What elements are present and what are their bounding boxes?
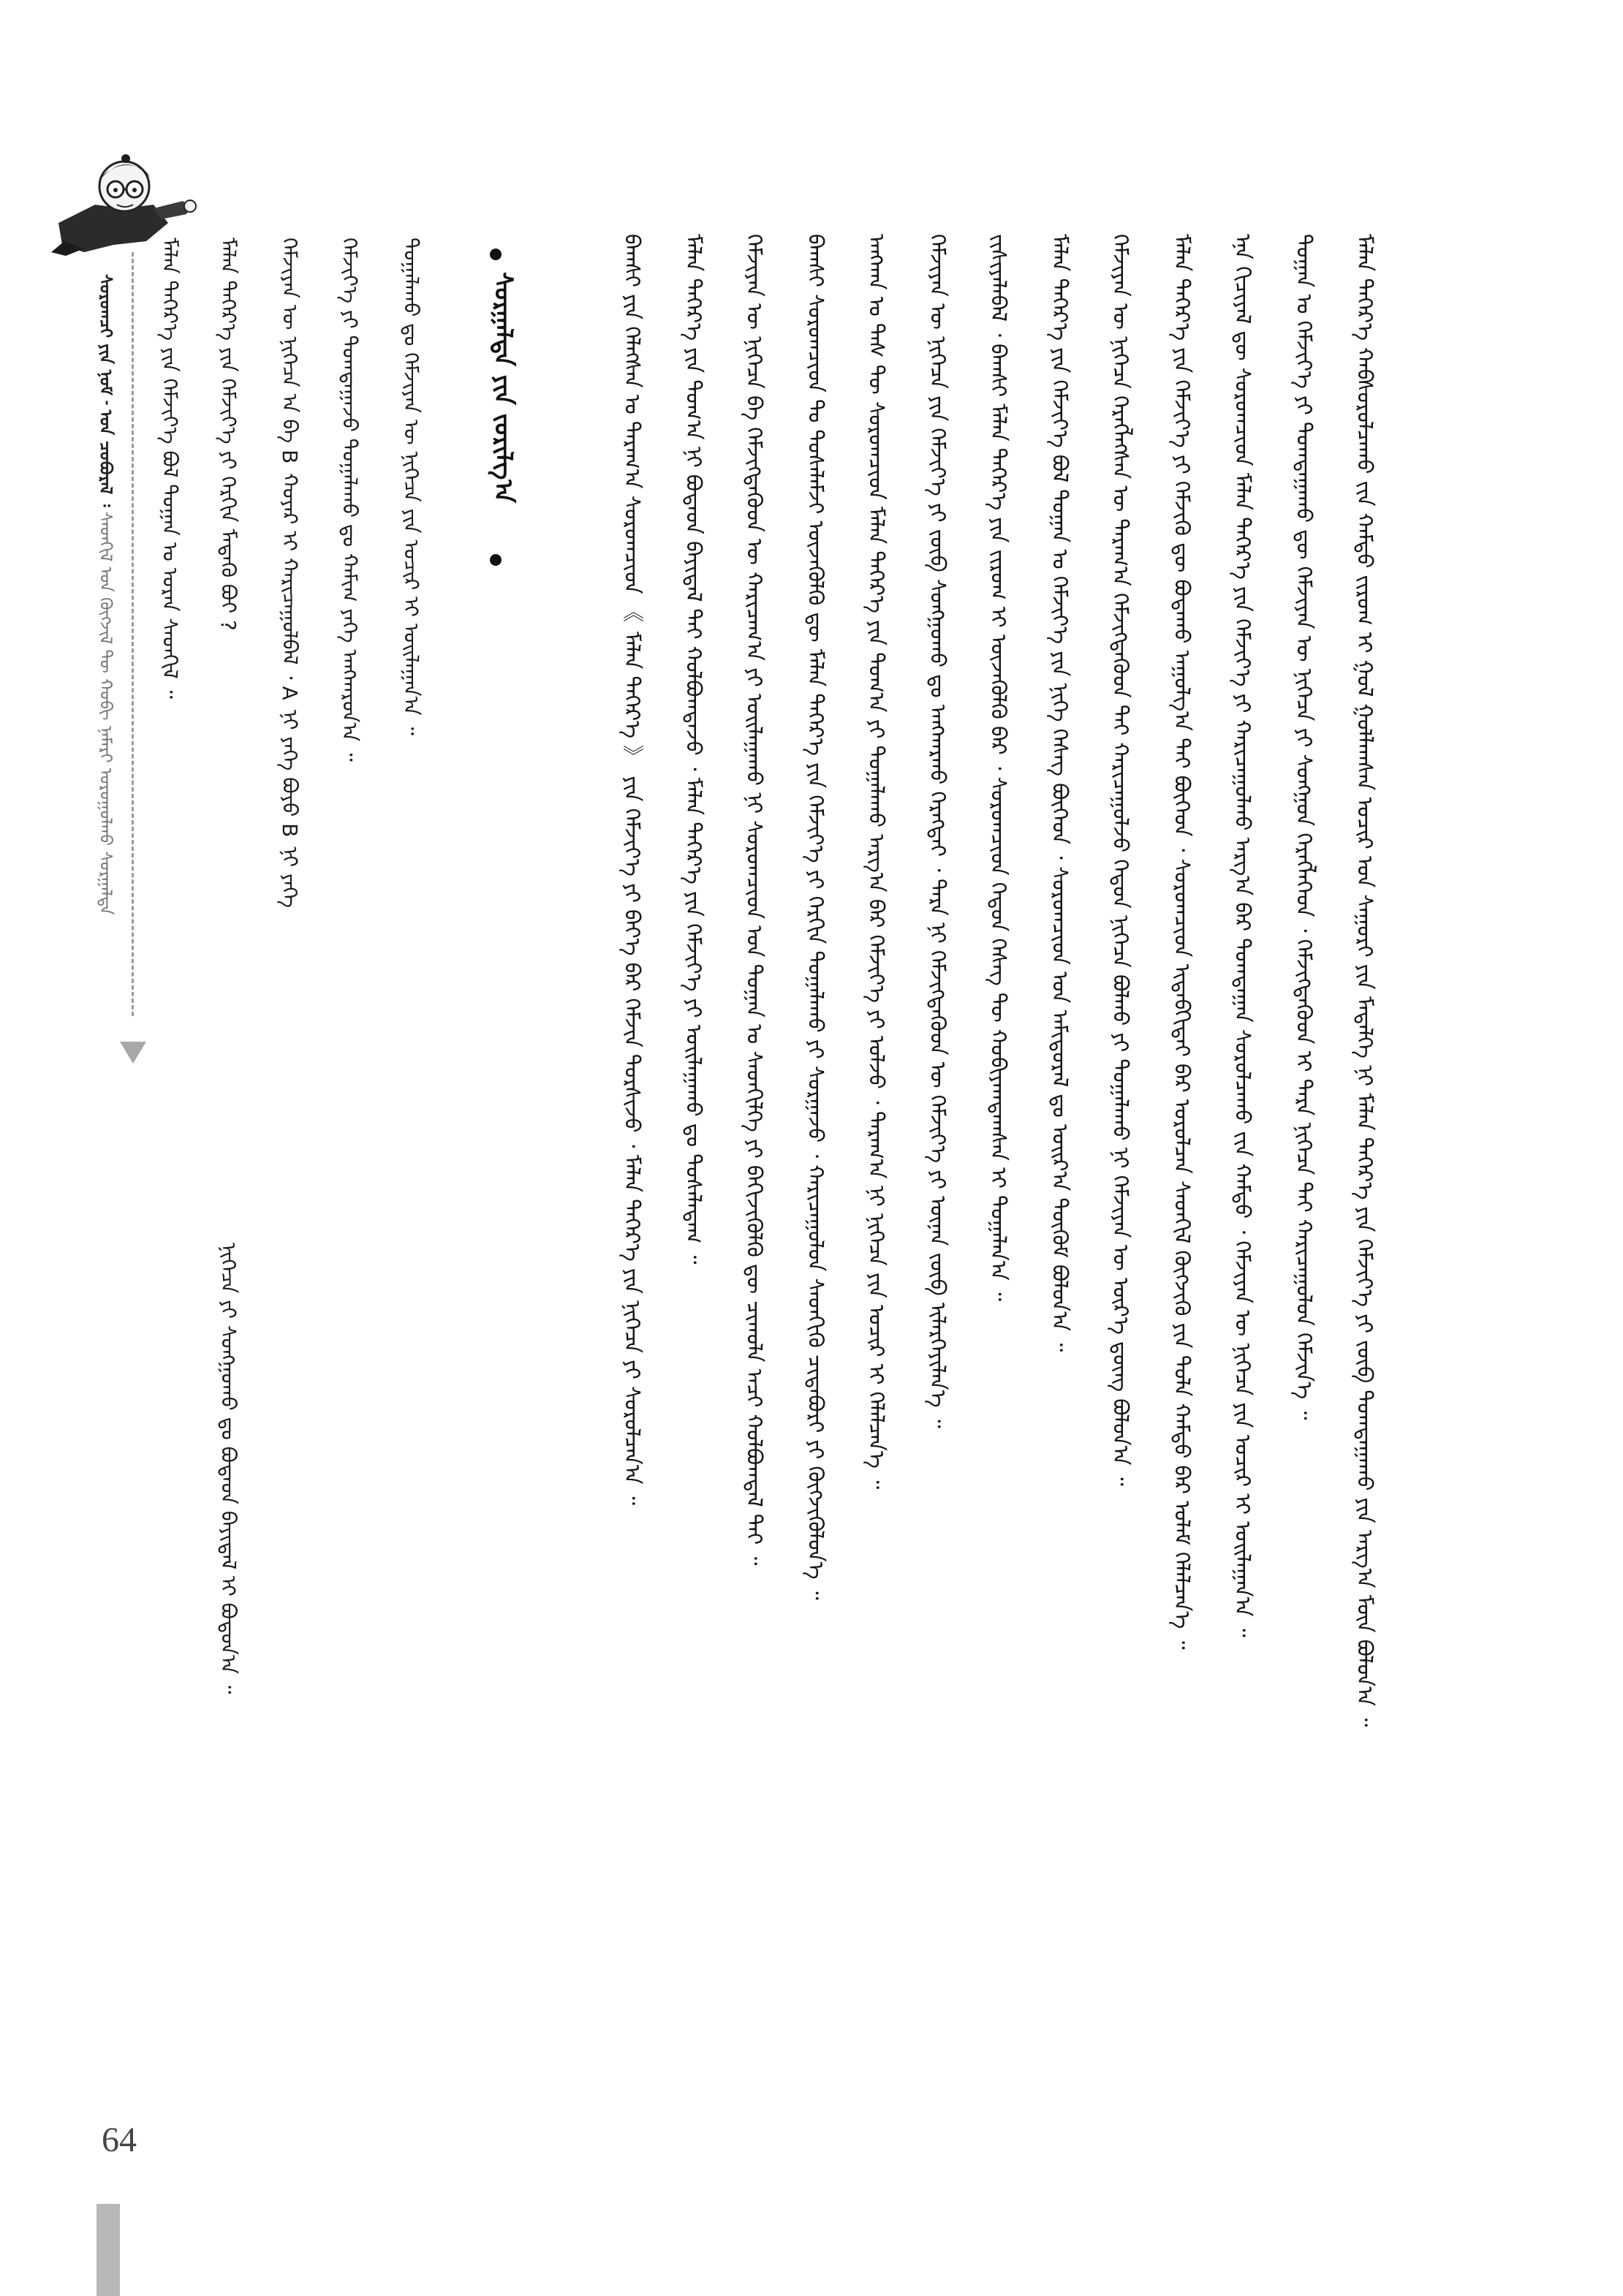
heading-bullet-icon <box>490 554 502 566</box>
body-column-line: ᠬᠡᠮᠵᠢᠶᠡᠨ ᠦ ᠨᠢᠭᠡᠴᠡ ᠬᠡᠷᠡᠭᠯᠡᠭᠰᠡᠨ ᠦ ᠳᠠᠷᠠᠭ᠎ᠠ ᠬᠡᠮᠵᠢᠭᠳᠡᠬᠦᠦᠨ ᠲᠡᠢ ᠬᠠᠷᠢᠴᠠᠭᠤᠯᠵᠤ ᠬᠡᠳᠦᠨ ᠨᠢᠭᠡᠴᠡ ᠪᠣᠯᠬᠤ ᠶᠢ ᠲᠣᠭᠠᠯᠠᠬᠤ ᠨᠢ ᠬᠡᠮᠵᠢᠶᠡᠨ ᠦ ᠦᠷ᠎ᠡ ᠳ᠋ᠦᠩ ᠪᠣᠯᠤᠨ᠎ᠠ ᠃ <box>1108 234 1133 1486</box>
running-header-title: ᠰᠤᠷᠤᠭᠴᠢ ᠶᠢᠨ ᠨᠣᠮ ᠊ ᠤᠨ ᠴᠤᠪᠤᠷᠠᠯ ᠄ <box>96 274 115 507</box>
body-column-line: ᠮᠠᠯᠠᠨ ᠳᠡᠭᠡᠷ᠎ᠡ ᠬᠠᠪᠰᠤᠷᠤᠯᠴᠠᠬᠤ ᠵᠢᠨ ᠬᠠᠮᠲᠤ ᠵᠢᠷᠤᠭ ᠢ ᠭᠣᠯ ᠭᠣᠯᠯᠠᠭᠰᠠᠨ ᠤᠴᠢᠷ ᠤᠨ ᠰᠠᠭᠤᠷᠢ ᠶᠢᠨ ᠮᠡᠳᠡᠯᠭᠡ ᠨᠢ ᠮᠠᠯᠠᠨ ᠳᠡᠭᠡᠷ᠎ᠡ ᠶᠢᠨ ᠬᠡᠮᠵᠢᠶ᠎ᠡ ᠶᠢ ᠵᠦᠪ ᠲᠣᠭᠲᠠᠭᠠᠬᠤ ᠶᠢᠨ ᠠᠷᠭ᠎ᠠ ᠮᠦᠨ ᠪᠣᠯᠤᠨ᠎ᠠ ᠃ <box>1352 234 1377 1727</box>
body-column-line: ᠬᠡᠮᠵᠢᠶᠡᠨ ᠦ ᠨᠢᠭᠡᠴᠡ ᠪᠠ ᠬᠡᠮᠵᠢᠭᠳᠡᠬᠦᠦᠨ ᠦ ᠬᠠᠷᠢᠴᠠᠭ᠎ᠠ ᠶᠢ ᠣᠢᠯᠠᠭᠠᠬᠤ ᠨᠢ ᠰᠤᠷᠤᠭᠴᠢᠳ ᠤᠨ ᠲᠣᠭᠠᠨ ᠤ ᠰᠡᠳᠬᠢᠯᠭᠡ ᠶᠢ ᠪᠡᠬᠢᠵᠢᠭᠦᠯᠬᠦ ᠳᠦ ᠴᠢᠬᠤᠯᠠ ᠠᠴᠢ ᠬᠣᠯᠪᠣᠭᠳᠠᠯ ᠲᠠᠢ ᠃ <box>742 234 767 1566</box>
header-arrow-icon <box>120 1042 146 1064</box>
body-column-line: ᠵᠢᠱᠢᠶᠡᠯᠡᠪᠡᠯ ᠂ ᠪᠠᠭᠰᠢ ᠮᠠᠯᠠᠨ ᠳᠡᠭᠡᠷ᠎ᠡ ᠶᠢᠨ ᠵᠢᠷᠤᠭ ᠢ ᠦᠵᠡᠭᠦᠯᠬᠦ ᠪᠡᠷ ᠂ ᠰᠤᠷᠤᠭᠴᠢᠳ ᠬᠡᠳᠦᠨ ᠬᠡᠰᠡᠭ ᠲᠦ ᠬᠤᠪᠢᠶᠠᠭᠳᠠᠭᠰᠠᠨ ᠢ ᠲᠣᠭᠠᠯᠠᠨ᠎ᠠ ᠃ <box>986 234 1011 1301</box>
poem-line: ᠮᠠᠯᠠᠨ ᠳᠡᠭᠡᠷ᠎ᠡ ᠶᠢᠨ ᠬᠡᠮᠵᠢᠶ᠎ᠡ ᠪᠣᠯ ᠲᠣᠭᠠᠨ ᠤ ᠤᠷᠠᠨ ᠰᠡᠳᠬᠢᠯ ᠃ <box>158 238 182 699</box>
header-dashed-rule <box>132 252 134 1016</box>
page-number: 64 <box>102 2121 137 2159</box>
poem-line: ᠲᠣᠭᠠᠯᠠᠬᠤ ᠳᠤ ᠬᠡᠮᠵᠢᠶᠡᠨ ᠦ ᠨᠢᠭᠡᠴᠡ ᠶᠢᠨ ᠤᠴᠢᠷ ᠢ ᠣᠢᠯᠠᠭᠠᠨ᠎ᠠ ᠃ <box>399 238 423 736</box>
body-column-line: ᠪᠠᠭᠰᠢ ᠰᠤᠷᠤᠭᠴᠢᠳ ᠲᠤ ᠳᠤᠰᠠᠯᠠᠮᠵᠢ ᠦᠵᠡᠭᠦᠯᠬᠦ ᠳᠦ ᠮᠠᠯᠠᠨ ᠳᠡᠭᠡᠷ᠎ᠡ ᠶᠢᠨ ᠬᠡᠮᠵᠢᠶ᠎ᠡ ᠶᠢ ᠬᠡᠷᠬᠢᠨ ᠲᠣᠭᠠᠯᠠᠬᠤ ᠶᠢ ᠰᠤᠷᠭᠠᠵᠤ ᠂ ᠬᠠᠷᠢᠴᠠᠭᠤᠯᠤᠨ ᠰᠡᠳᠬᠢᠬᠦ ᠴᠢᠳᠠᠪᠤᠷᠢ ᠶᠢ ᠬᠥᠭᠵᠢᠭᠦᠯᠦᠨ᠎ᠡ ᠃ <box>803 234 828 1600</box>
body-column-line: ᠠᠩᠬᠠᠨ ᠤ ᠳᠡᠰ ᠲᠦ ᠰᠤᠷᠤᠭᠴᠢᠳ ᠮᠠᠯᠠᠨ ᠳᠡᠭᠡᠷ᠎ᠡ ᠶᠢᠨ ᠲᠣᠭ᠎ᠠ ᠶᠢ ᠲᠣᠭᠠᠯᠠᠬᠤ ᠠᠷᠭ᠎ᠠ ᠪᠠᠷ ᠬᠡᠮᠵᠢᠶ᠎ᠡ ᠶᠢ ᠣᠯᠵᠤ ᠂ ᠳᠠᠷᠠᠭ᠎ᠠ ᠨᠢ ᠨᠢᠭᠡᠴᠡ ᠶᠢᠨ ᠤᠴᠢᠷ ᠢ ᠬᠡᠯᠡᠯᠴᠡᠨ᠎ᠡ ᠃ <box>864 234 889 1490</box>
body-column-line: ᠮᠠᠯᠠᠨ ᠳᠡᠭᠡᠷ᠎ᠡ ᠶᠢᠨ ᠲᠣᠭ᠎ᠠ ᠨᠢ ᠪᠣᠳᠠᠳ ᠪᠠᠶᠢᠳᠠᠯ ᠲᠠᠢ ᠬᠣᠯᠪᠣᠭᠳᠠᠵᠤ ᠂ ᠮᠠᠯᠠᠨ ᠳᠡᠭᠡᠷ᠎ᠡ ᠶᠢᠨ ᠬᠡᠮᠵᠢᠶ᠎ᠡ ᠶᠢ ᠣᠢᠯᠠᠭᠠᠬᠤ ᠳᠤ ᠲᠤᠰᠠᠯᠠᠳᠠᠭ ᠃ <box>681 234 706 1265</box>
poem-line: ᠬᠡᠮᠵᠢᠶᠡᠨ ᠦ ᠨᠢᠭᠡᠴᠡ ᠠ ᠪᠠ B ᠬᠣᠶᠠᠷ ᠢ ᠬᠠᠷᠢᠴᠠᠭᠤᠯᠪᠠᠯ ᠂ A ᠨᠢ ᠶᠡᠬᠡ ᠪᠤᠶᠤ B ᠨᠢ ᠶᠡᠬᠡ <box>278 238 302 908</box>
running-header-subtitle: ᠰᠡᠳᠬᠢᠯ ᠤᠨ ᠬᠥᠭᠵᠢᠯ ᠲᠦ ᠬᠤᠪᠢ ᠨᠡᠮᠡᠷᠢ ᠣᠷᠣᠭᠤᠯᠬᠤ ᠰᠤᠷᠭᠠᠯᠲᠠ <box>96 512 115 915</box>
section-heading: ᠰᠤᠷᠭᠠᠯᠲᠠ ᠶᠢᠨ ᠵᠣᠷᠢᠯᠭ᠎ᠠ <box>488 272 518 503</box>
poem-line: ᠮᠠᠯᠠᠨ ᠳᠡᠭᠡᠷ᠎ᠡ ᠶᠢᠨ ᠬᠡᠮᠵᠢᠶ᠎ᠡ ᠶᠢ ᠬᠡᠷᠬᠢᠨ ᠮᠡᠳᠡᠬᠦ ᠪᠤᠢ ? <box>216 238 241 631</box>
body-column-line: ᠲᠣᠭᠠᠨ ᠤ ᠬᠡᠮᠵᠢᠶ᠎ᠡ ᠶᠢ ᠲᠣᠭᠲᠠᠭᠠᠬᠤ ᠳᠦ ᠬᠡᠮᠵᠢᠶᠡᠨ ᠦ ᠨᠢᠭᠡᠴᠡ ᠶᠢ ᠰᠣᠩᠭᠣᠨ ᠬᠡᠷᠡᠭᠯᠡᠭᠡᠳ ᠂ ᠬᠡᠮᠵᠢᠭᠳᠡᠬᠦᠦᠨ ᠢ ᠲᠡᠷᠡ ᠨᠢᠭᠡᠴᠡ ᠲᠡᠢ ᠬᠠᠷᠢᠴᠠᠭᠤᠯᠤᠨ ᠬᠡᠮᠵᠢᠨ᠎ᠡ ᠃ <box>1292 234 1317 1420</box>
body-column-line: ᠪᠠᠭᠰᠢ ᠶᠢᠨ ᠬᠡᠯᠡᠭᠰᠡᠨ ᠤ ᠳᠠᠷᠠᠭ᠎ᠠ ᠰᠤᠷᠤᠭᠴᠢᠳ 《 ᠮᠠᠯᠠᠨ ᠳᠡᠭᠡᠷ᠎ᠡ 》 ᠶᠢᠨ ᠬᠡᠮᠵᠢᠶ᠎ᠡ ᠶᠢ ᠪᠡᠶ᠎ᠡ ᠪᠡᠷ ᠬᠡᠮᠵᠢᠨ ᠲᠤᠷᠰᠢᠵᠤ ᠂ ᠮᠠᠯᠠᠨ ᠳᠡᠭᠡᠷ᠎ᠡ ᠶᠢᠨ ᠨᠢᠭᠡᠴᠡ ᠶᠢ ᠰᠤᠷᠤᠯᠴᠠᠨ᠎ᠠ ᠃ <box>620 234 645 1506</box>
body-column-line: ᠬᠡᠮᠵᠢᠶᠡᠨ ᠦ ᠨᠢᠭᠡᠴᠡ ᠶᠢᠨ ᠬᠡᠮᠵᠢᠶ᠎ᠡ ᠶᠢ ᠵᠥᠪ ᠰᠣᠩᠭᠣᠬᠤ ᠳᠤ ᠠᠩᠬᠠᠷᠬᠤ ᠬᠡᠷᠡᠭᠲᠡᠢ ᠂ ᠲᠡᠷᠡ ᠨᠢ ᠬᠡᠮᠵᠢᠭᠳᠡᠬᠦᠦᠨ ᠦ ᠬᠡᠮᠵᠢᠶ᠎ᠡ ᠶᠢ ᠦᠨᠡᠨ ᠵᠥᠪ ᠢᠯᠡᠷᠬᠡᠶᠢᠯᠡᠨ᠎ᠡ ᠃ <box>926 234 950 1428</box>
body-column-line: ᠮᠠᠯᠠᠨ ᠳᠡᠭᠡᠷ᠎ᠡ ᠶᠢᠨ ᠬᠡᠮᠵᠢᠶ᠎ᠡ ᠶᠢ ᠬᠡᠮᠵᠢᠬᠦ ᠳᠦ ᠪᠣᠳᠠᠬᠤ ᠠᠭᠤᠯᠭ᠎ᠠ ᠲᠠᠢ ᠪᠥᠭᠡᠳ ᠂ ᠰᠤᠷᠤᠭᠴᠢᠳ ᠢᠳᠡᠪᠬᠢᠲᠡᠢ ᠪᠡᠷ ᠣᠷᠣᠯᠴᠠᠨ ᠰᠡᠳᠬᠢᠯ ᠬᠥᠭᠵᠢᠬᠦ ᠶᠢᠨ ᠲᠣᠯᠠ ᠬᠠᠮᠲᠤ ᠪᠡᠷ ᠤᠯᠠᠮ ᠬᠡᠯᠡᠯᠴᠡᠨ᠎ᠡ ᠃ <box>1170 234 1195 1650</box>
poem-line: ᠨᠢᠭᠡᠴᠡ ᠶᠢ ᠰᠣᠩᠭᠣᠬᠤ ᠳᠤ ᠪᠣᠳᠠᠳ ᠪᠠᠶᠢᠳᠠᠯ ᠢ ᠪᠤᠳᠤᠨ᠎ᠠ ᠃ <box>216 1243 241 1694</box>
body-column-line: ᠮᠠᠯᠠᠨ ᠳᠡᠭᠡᠷ᠎ᠡ ᠶᠢᠨ ᠬᠡᠮᠵᠢᠶ᠎ᠡ ᠪᠣᠯ ᠲᠣᠭᠠᠨ ᠤ ᠬᠡᠮᠵᠢᠶ᠎ᠡ ᠶᠢᠨ ᠨᠢᠭᠡ ᠬᠡᠰᠡᠭ ᠪᠥᠭᠡᠳ ᠂ ᠰᠤᠷᠤᠭᠴᠢᠳ ᠤᠨ ᠠᠮᠢᠳᠤᠷᠠᠯ ᠳᠤ ᠣᠢᠷ᠎ᠠ ᠳᠥᠬᠦᠮ ᠪᠣᠯᠤᠨ᠎ᠠ ᠃ <box>1048 234 1072 1352</box>
heading-bullet-icon <box>490 249 502 260</box>
poem-line: ᠬᠡᠮᠵᠢᠶ᠎ᠡ ᠶᠢ ᠲᠣᠭᠲᠠᠭᠠᠵᠤ ᠲᠣᠭᠠᠯᠠᠬᠤ ᠳᠤ ᠬᠠᠮᠢᠭ ᠶᠡᠬᠡ ᠠᠩᠬᠠᠷᠤᠨ᠎ᠠ ᠃ <box>338 238 362 762</box>
body-column-line: ᠡᠨᠡ ᠬᠢᠴᠢᠶᠡᠯ ᠳᠦ ᠰᠤᠷᠤᠭᠴᠢᠳ ᠮᠠᠯᠠᠨ ᠳᠡᠭᠡᠷ᠎ᠡ ᠶᠢᠨ ᠬᠡᠮᠵᠢᠶ᠎ᠡ ᠶᠢ ᠬᠠᠷᠢᠴᠠᠭᠤᠯᠬᠤ ᠠᠷᠭ᠎ᠠ ᠪᠠᠷ ᠲᠣᠭᠲᠠᠭᠠᠨ ᠰᠤᠷᠤᠯᠴᠠᠬᠤ ᠵᠢᠨ ᠬᠠᠮᠲᠤ ᠂ ᠬᠡᠮᠵᠢᠶᠡᠨ ᠦ ᠨᠢᠭᠡᠴᠡ ᠶᠢᠨ ᠤᠴᠢᠷ ᠢ ᠣᠢᠯᠠᠭᠠᠨ᠎ᠠ ᠃ <box>1230 234 1255 1637</box>
page-edge-tab <box>97 2204 120 2296</box>
